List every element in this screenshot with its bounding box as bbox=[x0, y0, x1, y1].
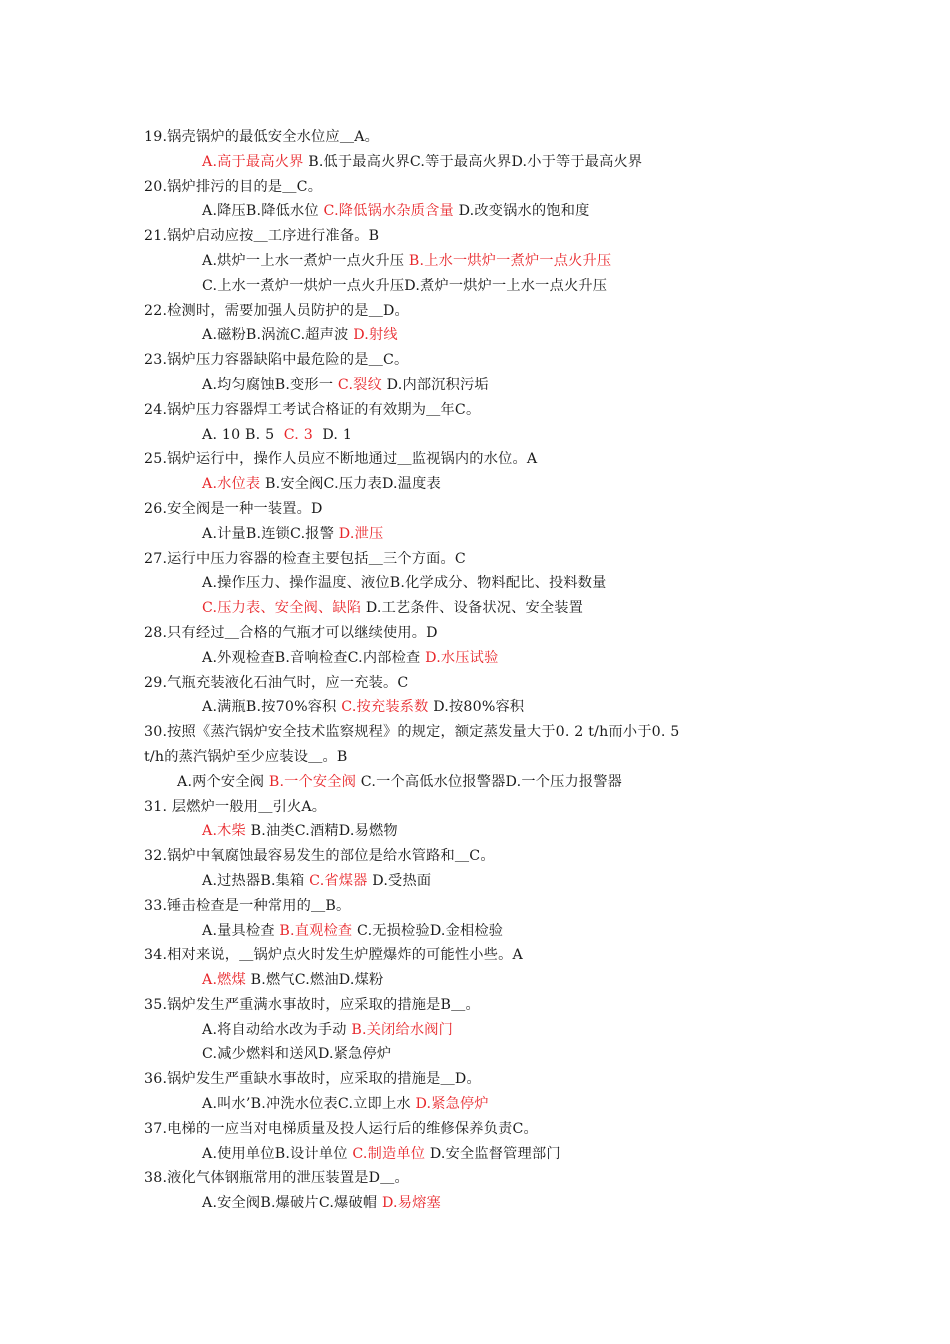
correct-answer-option: C.按充装系数 bbox=[341, 699, 429, 716]
correct-answer-option: A.高于最高火界 bbox=[202, 153, 304, 170]
question-stem: 34.相对来说，＿锅炉点火时发生炉膛爆炸的可能性小些。A bbox=[144, 947, 523, 964]
options-line bbox=[144, 472, 814, 497]
option-text: C.一个高低水位报警器D.一个压力报警器 bbox=[356, 773, 623, 790]
option-text: A.计量B.连锁C.报警 bbox=[202, 525, 339, 542]
question-stem: 25.锅炉运行中，操作人员应不断地通过＿监视锅内的水位。A bbox=[144, 451, 538, 468]
option-text: D.内部沉积污垢 bbox=[381, 376, 489, 393]
options-line bbox=[144, 919, 814, 944]
question-block bbox=[144, 398, 814, 448]
option-text: A.将自动给水改为手动 bbox=[202, 1021, 352, 1038]
correct-answer-option: D.紧急停炉 bbox=[415, 1096, 489, 1113]
option-text: A.烘炉一上水一煮炉一点火升压 bbox=[202, 252, 409, 269]
options-line bbox=[144, 274, 814, 299]
option-text: A.降压B.降低水位 bbox=[202, 203, 324, 220]
question-block bbox=[144, 621, 814, 671]
options-line bbox=[144, 869, 814, 894]
question-stem: 23.锅炉压力容器缺陷中最危险的是＿C。 bbox=[144, 352, 409, 369]
correct-answer-option: B.直观检查 bbox=[279, 922, 353, 939]
question-stem: 31. 层燃炉一般用＿引火A。 bbox=[144, 798, 327, 815]
correct-answer-option: C.制造单位 bbox=[352, 1145, 426, 1162]
question-stem: 36.锅炉发生严重缺水事故时，应采取的措施是＿D。 bbox=[144, 1071, 481, 1088]
option-text: C.无损检验D.金相检验 bbox=[352, 922, 504, 939]
options-line bbox=[144, 695, 814, 720]
correct-answer-option: D.水压试验 bbox=[425, 649, 499, 666]
options-line bbox=[144, 571, 814, 596]
question-stem: 33.锤击检查是一种常用的＿B。 bbox=[144, 897, 351, 914]
correct-answer-option: A.木柴 bbox=[202, 823, 246, 840]
options-line bbox=[144, 596, 814, 621]
option-text: C.上水一煮炉一烘炉一点火升压D.煮炉一烘炉一上水一点火升压 bbox=[202, 277, 608, 294]
options-line bbox=[144, 1092, 814, 1117]
option-text: D.安全监督管理部门 bbox=[425, 1145, 561, 1162]
options-line bbox=[144, 819, 814, 844]
options-line bbox=[144, 249, 814, 274]
option-text: A.过热器B.集箱 bbox=[202, 872, 310, 889]
options-line bbox=[144, 323, 814, 348]
correct-answer-option: B.一个安全阀 bbox=[268, 773, 357, 790]
options-line bbox=[144, 968, 814, 993]
option-text: D. 1 bbox=[312, 426, 353, 443]
question-block bbox=[144, 348, 814, 398]
question-stem: 22.检测时，需要加强人员防护的是＿D。 bbox=[144, 302, 409, 319]
option-text: A.安全阀B.爆破片C.爆破帽 bbox=[202, 1195, 382, 1212]
question-stem: 27.运行中压力容器的检查主要包括＿三个方面。C bbox=[144, 550, 466, 567]
correct-answer-option: C.降低锅水杂质含量 bbox=[323, 203, 454, 220]
question-block bbox=[144, 224, 814, 298]
correct-answer-option: D.泄压 bbox=[338, 525, 384, 542]
question-block bbox=[144, 175, 814, 225]
question-block bbox=[144, 125, 814, 175]
question-block bbox=[144, 1117, 814, 1167]
correct-answer-option: D.易熔塞 bbox=[381, 1195, 441, 1212]
option-text: A. 10 B. 5 bbox=[202, 426, 284, 443]
question-list bbox=[144, 125, 814, 1216]
option-text: A.外观检查B.音响检查C.内部检查 bbox=[202, 649, 426, 666]
option-text: B.油类C.酒精D.易燃物 bbox=[245, 823, 398, 840]
question-stem: 38.液化气体钢瓶常用的泄压装置是D＿。 bbox=[144, 1170, 409, 1187]
question-block bbox=[144, 844, 814, 894]
option-text: A.操作压力、操作温度、液位B.化学成分、物料配比、投料数量 bbox=[202, 575, 607, 592]
question-block bbox=[144, 671, 814, 721]
options-line bbox=[144, 1018, 814, 1043]
question-stem: 32.锅炉中氧腐蚀最容易发生的部位是给水管路和＿C。 bbox=[144, 848, 495, 865]
question-block bbox=[144, 1166, 814, 1216]
option-text: B.安全阀C.压力表D.温度表 bbox=[260, 476, 441, 493]
question-block bbox=[144, 447, 814, 497]
options-line bbox=[144, 150, 814, 175]
correct-answer-option: A.燃煤 bbox=[202, 972, 246, 989]
correct-answer-option: C.压力表、安全阀、缺陷 bbox=[202, 600, 362, 617]
correct-answer-option: B.关闭给水阀门 bbox=[351, 1021, 454, 1038]
question-stem: 30.按照《蒸汽锅炉安全技术监察规程》的规定，额定蒸发量大于0. 2 t/h而小于0. 5 bbox=[144, 724, 680, 741]
options-line bbox=[144, 522, 814, 547]
question-block bbox=[144, 547, 814, 621]
options-line bbox=[144, 770, 814, 795]
option-text: B.低于最高火界C.等于最高火界D.小于等于最高火界 bbox=[303, 153, 643, 170]
option-text: C.减少燃料和送风D.紧急停炉 bbox=[202, 1046, 392, 1063]
question-stem: 21.锅炉启动应按＿工序进行准备。B bbox=[144, 228, 380, 245]
correct-answer-option: B.上水一烘炉一煮炉一点火升压 bbox=[408, 252, 612, 269]
correct-answer-option: A.水位表 bbox=[202, 476, 261, 493]
question-stem: 26.安全阀是一种一装置。D bbox=[144, 500, 323, 517]
options-line bbox=[144, 423, 814, 448]
question-stem: 24.锅炉压力容器焊工考试合格证的有效期为＿年C。 bbox=[144, 401, 481, 418]
option-text: D.改变锅水的饱和度 bbox=[453, 203, 590, 220]
question-stem: 28.只有经过＿合格的气瓶才可以继续使用。D bbox=[144, 624, 438, 641]
question-stem: 29.气瓶充装液化石油气时，应一充装。C bbox=[144, 674, 409, 691]
options-line bbox=[144, 646, 814, 671]
option-text: A.量具检查 bbox=[202, 922, 280, 939]
option-text: A.磁粉B.涡流C.超声波 bbox=[202, 327, 354, 344]
question-stem: 20.锅炉排污的目的是＿C。 bbox=[144, 178, 323, 195]
question-block bbox=[144, 894, 814, 944]
option-text: D.工艺条件、设备状况、安全装置 bbox=[361, 600, 584, 617]
question-stem: 35.锅炉发生严重满水事故时，应采取的措施是B＿。 bbox=[144, 996, 480, 1013]
question-stem: 19.锅壳锅炉的最低安全水位应＿A。 bbox=[144, 129, 380, 145]
option-text: A.两个安全阀 bbox=[177, 773, 269, 790]
options-line bbox=[144, 199, 814, 224]
correct-answer-option: C.省煤器 bbox=[309, 872, 368, 889]
options-line bbox=[144, 1042, 814, 1067]
options-line bbox=[144, 1142, 814, 1167]
option-text: A.使用单位B.设计单位 bbox=[202, 1145, 353, 1162]
question-block bbox=[144, 943, 814, 993]
question-block bbox=[144, 1067, 814, 1117]
option-text: B.燃气C.燃油D.煤粉 bbox=[245, 972, 384, 989]
question-block bbox=[144, 993, 814, 1067]
options-line bbox=[144, 1191, 814, 1216]
question-block bbox=[144, 720, 814, 794]
correct-answer-option: C. 3 bbox=[283, 426, 313, 443]
option-text: A.均匀腐蚀B.变形一 bbox=[202, 376, 338, 393]
option-text: D.受热面 bbox=[367, 872, 432, 889]
option-text: A.叫水’B.冲洗水位表C.立即上水 bbox=[202, 1096, 416, 1113]
correct-answer-option: D.射线 bbox=[353, 327, 398, 344]
question-stem: 37.电梯的一应当对电梯质量及投人运行后的维修保养负责C。 bbox=[144, 1120, 538, 1137]
question-block bbox=[144, 299, 814, 349]
question-stem-continued: t/h的蒸汽锅炉至少应装设＿。B bbox=[144, 748, 348, 765]
option-text: A.满瓶B.按70%容积 bbox=[202, 699, 342, 716]
correct-answer-option: C.裂纹 bbox=[337, 376, 382, 393]
options-line bbox=[144, 373, 814, 398]
question-block bbox=[144, 497, 814, 547]
option-text: D.按80%容积 bbox=[428, 699, 525, 716]
question-block bbox=[144, 795, 814, 845]
